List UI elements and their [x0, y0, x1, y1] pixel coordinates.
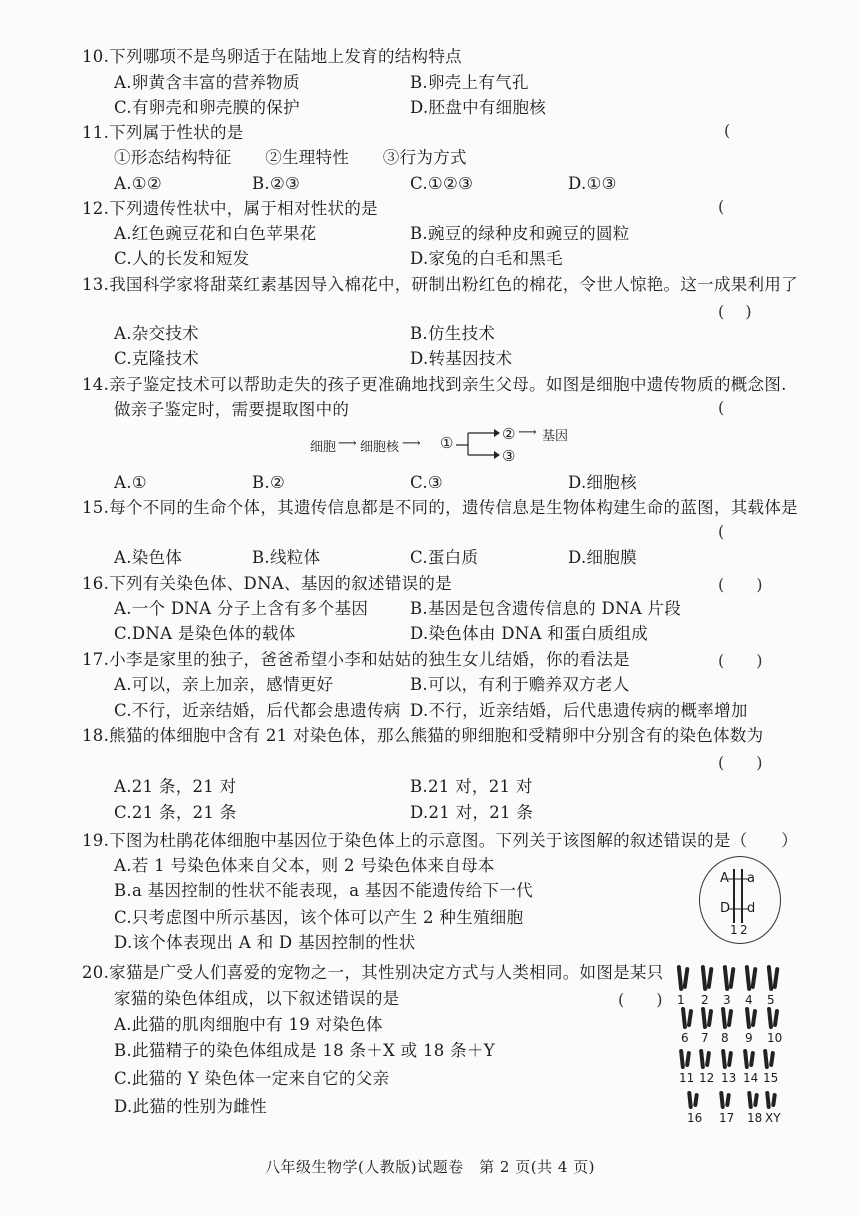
chromosome-1-label: 1 [730, 923, 738, 937]
answer-paren: ( ) [718, 651, 763, 670]
gene-D-label: D [720, 901, 731, 916]
chromosome [719, 1091, 725, 1109]
q10-option-c: C.有卵壳和卵壳膜的保护 [114, 98, 300, 117]
q11-sub-items: ①形态结构特征 ②生理特性 ③行为方式 [114, 148, 467, 167]
question-10-stem: 10.下列哪项不是鸟卵适于在陆地上发育的结构特点 [82, 47, 462, 66]
question-13-stem: 13.我国科学家将甜菜红素基因导入棉花中，研制出粉红色的棉花，令世人惊艳。这一成果利用了 [82, 275, 798, 294]
q14-option-d: D.细胞核 [568, 473, 637, 492]
q14-option-a: A.① [114, 473, 147, 492]
chromosome [765, 1091, 771, 1109]
chromosome [699, 1049, 705, 1069]
q19-option-b: B.a 基因控制的性状不能表现，a 基因不能遗传给下一代 [114, 881, 533, 900]
karyotype-label: 16 [687, 1111, 703, 1125]
q15-option-a: A.染色体 [114, 548, 183, 567]
question-17-stem: 17.小李是家里的独子，爸爸希望小李和姑姑的独生女儿结婚，你的看法是 [82, 650, 630, 669]
gene-chromosome-diagram [699, 856, 781, 944]
chromosome [725, 1093, 731, 1107]
karyotype-label: 1 [677, 993, 685, 1007]
q13-option-c: C.克隆技术 [114, 349, 200, 368]
q11-option-d: D.①③ [568, 174, 617, 193]
answer-paren: ( ) [718, 302, 752, 321]
q13-option-b: B.仿生技术 [410, 324, 496, 343]
karyotype-label: 8 [721, 1031, 729, 1045]
q20-option-c: C.此猫的 Y 染色体一定来自它的父亲 [114, 1069, 390, 1088]
chromosome [679, 1049, 685, 1069]
q12-option-c: C.人的长发和短发 [114, 249, 250, 268]
answer-paren: ( [718, 197, 725, 216]
karyotype-label: 11 [679, 1071, 695, 1085]
chromosome [763, 1049, 769, 1069]
question-14-stem-2: 做亲子鉴定时，需要提取图中的 [114, 400, 350, 419]
q16-option-d: D.染色体由 DNA 和蛋白质组成 [410, 624, 649, 643]
chromosome [771, 1093, 777, 1107]
karyotype-label: 7 [701, 1031, 709, 1045]
answer-paren: ( ) [718, 575, 763, 594]
answer-paren: ( [718, 522, 725, 541]
q10-option-b: B.卵壳上有气孔 [410, 73, 529, 92]
q12-option-a: A.红色豌豆花和白色苹果花 [114, 224, 317, 243]
q18-option-c: C.21 条，21 条 [114, 803, 237, 822]
karyotype-label: XY [765, 1111, 781, 1125]
chromosome [706, 967, 713, 989]
flow-node-2: ② [502, 425, 516, 443]
chromosome [693, 1093, 699, 1107]
flow-branch-arrows-icon [456, 425, 500, 467]
karyotype-label: 2 [701, 993, 709, 1007]
q19-option-c: C.只考虑图中所示基因，该个体可以产生 2 种生殖细胞 [114, 908, 524, 927]
q16-option-c: C.DNA 是染色体的载体 [114, 624, 296, 643]
q13-option-d: D.转基因技术 [410, 349, 513, 368]
q17-option-a: A.可以，亲上加亲，感情更好 [114, 675, 334, 694]
flow-node-3: ③ [502, 447, 516, 465]
question-16-stem: 16.下列有关染色体、DNA、基因的叙述错误的是 [82, 574, 453, 593]
chromosome [747, 1091, 753, 1109]
chromosome [707, 1009, 713, 1027]
chromosome-2-label: 2 [740, 923, 748, 937]
chromosome [769, 1051, 775, 1067]
chromosome [772, 967, 779, 989]
question-20-stem: 20.家猫是广受人们喜爱的宠物之一，其性别决定方式与人类相同。如图是某只 [82, 963, 664, 982]
q15-option-c: C.蛋白质 [410, 548, 479, 567]
answer-paren: ( ) [618, 990, 663, 1009]
chromosome [705, 1051, 711, 1067]
chromosome [773, 1009, 779, 1027]
chromosome [687, 1009, 693, 1027]
q17-option-b: B.可以，有利于赡养双方老人 [410, 675, 630, 694]
chromosome [749, 1051, 755, 1067]
cat-karyotype-figure [672, 965, 792, 1135]
flow-arrow-icon: ⟶ [402, 436, 421, 451]
karyotype-label: 18 [747, 1111, 763, 1125]
chromosome [728, 967, 735, 989]
karyotype-label: 14 [743, 1071, 759, 1085]
q11-option-a: A.①② [114, 174, 162, 193]
q20-option-a: A.此猫的肌肉细胞中有 19 对染色体 [114, 1015, 383, 1034]
flow-gene-label: 基因 [542, 429, 569, 444]
q19-option-d: D.该个体表现出 A 和 D 基因控制的性状 [114, 933, 416, 952]
q16-option-a: A.一个 DNA 分子上含有多个基因 [114, 599, 369, 618]
q10-option-d: D.胚盘中有细胞核 [410, 98, 547, 117]
q14-option-b: B.② [252, 473, 286, 492]
chromosome [682, 967, 689, 989]
karyotype-label: 3 [723, 993, 731, 1007]
gene-a-label: a [747, 871, 755, 886]
chromosome [751, 1009, 757, 1027]
page-footer: 八年级生物学(人教版)试题卷 第 2 页(共 4 页) [264, 1158, 596, 1176]
karyotype-label: 4 [745, 993, 753, 1007]
q14-option-c: C.③ [410, 473, 443, 492]
question-15-stem: 15.每个不同的生命个体，其遗传信息都是不同的，遗传信息是生物体构建生命的蓝图，其载体是 [82, 498, 798, 517]
answer-paren: ( [724, 121, 731, 140]
chromosome [721, 1049, 727, 1069]
q17-option-c: C.不行，近亲结婚，后代都会患遗传病 [114, 701, 401, 720]
q16-option-b: B.基因是包含遗传信息的 DNA 片段 [410, 599, 682, 618]
karyotype-label: 12 [699, 1071, 715, 1085]
karyotype-label: 10 [767, 1031, 783, 1045]
gene-d-label: d [747, 901, 756, 916]
karyotype-label: 5 [767, 993, 775, 1007]
gene-A-label: A [720, 871, 729, 886]
q18-option-b: B.21 对，21 对 [410, 777, 533, 796]
chromosome [743, 1049, 749, 1069]
q13-option-a: A.杂交技术 [114, 324, 199, 343]
q20-option-b: B.此猫精子的染色体组成是 18 条＋X 或 18 条＋Y [114, 1041, 495, 1060]
karyotype-label: 17 [719, 1111, 735, 1125]
q11-option-b: B.②③ [252, 174, 301, 193]
q19-option-a: A.若 1 号染色体来自父本，则 2 号染色体来自母本 [114, 856, 495, 875]
chromosome [727, 1051, 733, 1067]
chromosome [727, 1009, 733, 1027]
chromosome [750, 967, 757, 989]
flow-node-1: ① [440, 434, 454, 452]
q18-option-a: A.21 条，21 对 [114, 777, 237, 796]
answer-paren: ( ) [718, 753, 763, 772]
chromosome [685, 1051, 691, 1067]
q12-option-d: D.家兔的白毛和黑毛 [410, 249, 563, 268]
flow-arrow-icon: ⟶ [518, 425, 537, 440]
flow-cell-label: 细胞 [310, 440, 337, 455]
chromosome [687, 1091, 693, 1109]
q12-option-b: B.豌豆的绿种皮和豌豆的圆粒 [410, 224, 630, 243]
chromosome [753, 1093, 759, 1107]
q18-option-d: D.21 对，21 条 [410, 803, 534, 822]
genetic-material-concept-map [310, 425, 570, 467]
question-12-stem: 12.下列遗传性状中，属于相对性状的是 [82, 199, 378, 218]
q15-option-d: D.细胞膜 [568, 548, 637, 567]
question-14-stem: 14.亲子鉴定技术可以帮助走失的孩子更准确地找到亲生父母。如图是细胞中遗传物质的概念图. [82, 375, 787, 394]
q10-option-a: A.卵黄含丰富的营养物质 [114, 73, 300, 92]
q17-option-d: D.不行，近亲结婚，后代患遗传病的概率增加 [410, 701, 748, 720]
question-18-stem: 18.熊猫的体细胞中含有 21 对染色体，那么熊猫的卵细胞和受精卵中分别含有的染色体数为 [82, 726, 764, 745]
q15-option-b: B.线粒体 [252, 548, 321, 567]
flow-arrow-icon: ⟶ [338, 436, 357, 451]
karyotype-label: 9 [745, 1031, 753, 1045]
question-20-stem-2: 家猫的染色体组成，以下叙述错误的是 [114, 989, 400, 1008]
karyotype-label: 6 [681, 1031, 689, 1045]
flow-nucleus-label: 细胞核 [360, 440, 400, 455]
q20-option-d: D.此猫的性别为雌性 [114, 1097, 267, 1116]
karyotype-label: 13 [721, 1071, 737, 1085]
answer-paren: ( [718, 398, 725, 417]
question-19-stem: 19.下图为杜鹃花体细胞中基因位于染色体上的示意图。下列关于该图解的叙述错误的是（ ） [82, 831, 798, 850]
karyotype-label: 15 [763, 1071, 779, 1085]
q11-option-c: C.①②③ [410, 174, 474, 193]
question-11-stem: 11.下列属于性状的是 [82, 123, 244, 142]
